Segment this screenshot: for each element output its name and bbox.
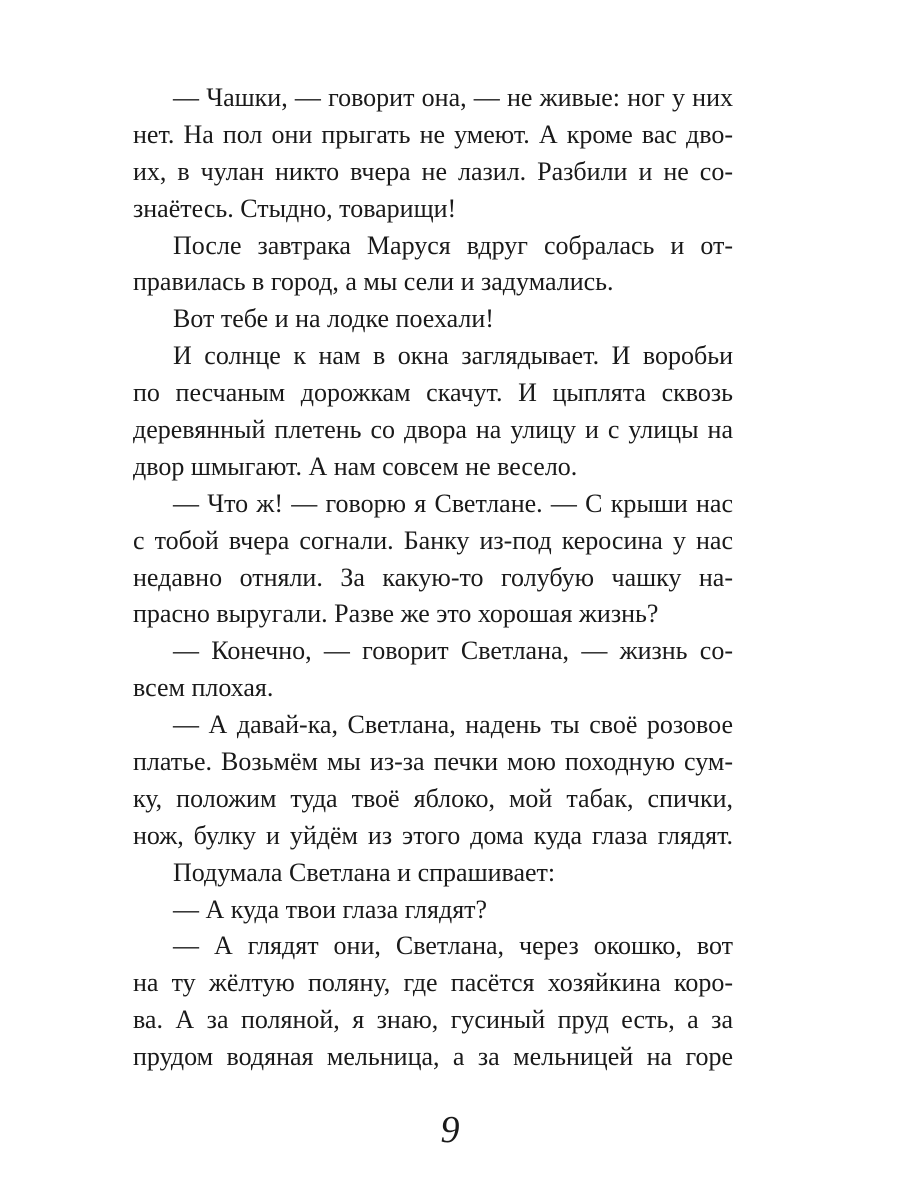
- text-line: После завтрака Маруся вдруг собралась и от-: [173, 230, 733, 260]
- text-line: двор шмыгают. А нам совсем не весело.: [133, 451, 578, 481]
- text-line: нож, булку и уйдём из этого дома куда глаза глядят.: [133, 820, 733, 850]
- text-line: их, в чулан никто вчера не лазил. Разбили и не со-: [133, 156, 733, 186]
- text-line: платье. Возьмём мы из-за печки мою походную сум-: [133, 747, 733, 777]
- text-line: ва. А за поляной, я знаю, гусиный пруд есть, а за: [133, 1005, 733, 1035]
- text-line: прудом водяная мельница, а за мельницей на горе: [133, 1042, 733, 1072]
- page-number: 9: [440, 1109, 460, 1151]
- text-line: знаётесь. Стыдно, товарищи!: [133, 193, 457, 223]
- text-line: — Конечно, — говорит Светлана, — жизнь со-: [173, 636, 733, 666]
- text-line: — Чашки, — говорит она, — не живые: ног у них: [173, 83, 733, 112]
- text-line: прасно выругали. Разве же это хорошая жизнь?: [133, 599, 659, 629]
- text-line: всем плохая.: [133, 673, 274, 703]
- text-line: правилась в город, а мы сели и задумались.: [133, 267, 614, 297]
- text-line: на ту жёлтую поляну, где пасётся хозяйкина коро-: [133, 968, 733, 998]
- text-line: — Что ж! — говорю я Светлане. — С крыши нас: [173, 488, 733, 518]
- text-line: ку, положим туда твоё яблоко, мой табак, спички,: [133, 783, 733, 813]
- text-line: нет. На пол они прыгать не умеют. А кроме вас дво-: [133, 119, 733, 149]
- text-line: — А давай-ка, Светлана, надень ты своё розовое: [173, 710, 733, 740]
- text-line: Вот тебе и на лодке поехали!: [173, 304, 494, 334]
- text-line: с тобой вчера согнали. Банку из-под керосина у нас: [133, 525, 733, 555]
- text-line: — А глядят они, Светлана, через окошко, вот: [173, 931, 733, 961]
- text-line: И солнце к нам в окна заглядывает. И воробьи: [173, 341, 733, 371]
- body-text: [133, 80, 733, 1076]
- text-line: недавно отняли. За какую-то голубую чашку на-: [133, 562, 733, 592]
- text-line: по песчаным дорожкам скачут. И цыплята сквозь: [133, 378, 733, 408]
- text-line: деревянный плетень со двора на улицу и с улицы на: [133, 415, 733, 445]
- text-line: — А куда твои глаза глядят?: [173, 894, 488, 924]
- text-line: Подумала Светлана и спрашивает:: [173, 857, 556, 887]
